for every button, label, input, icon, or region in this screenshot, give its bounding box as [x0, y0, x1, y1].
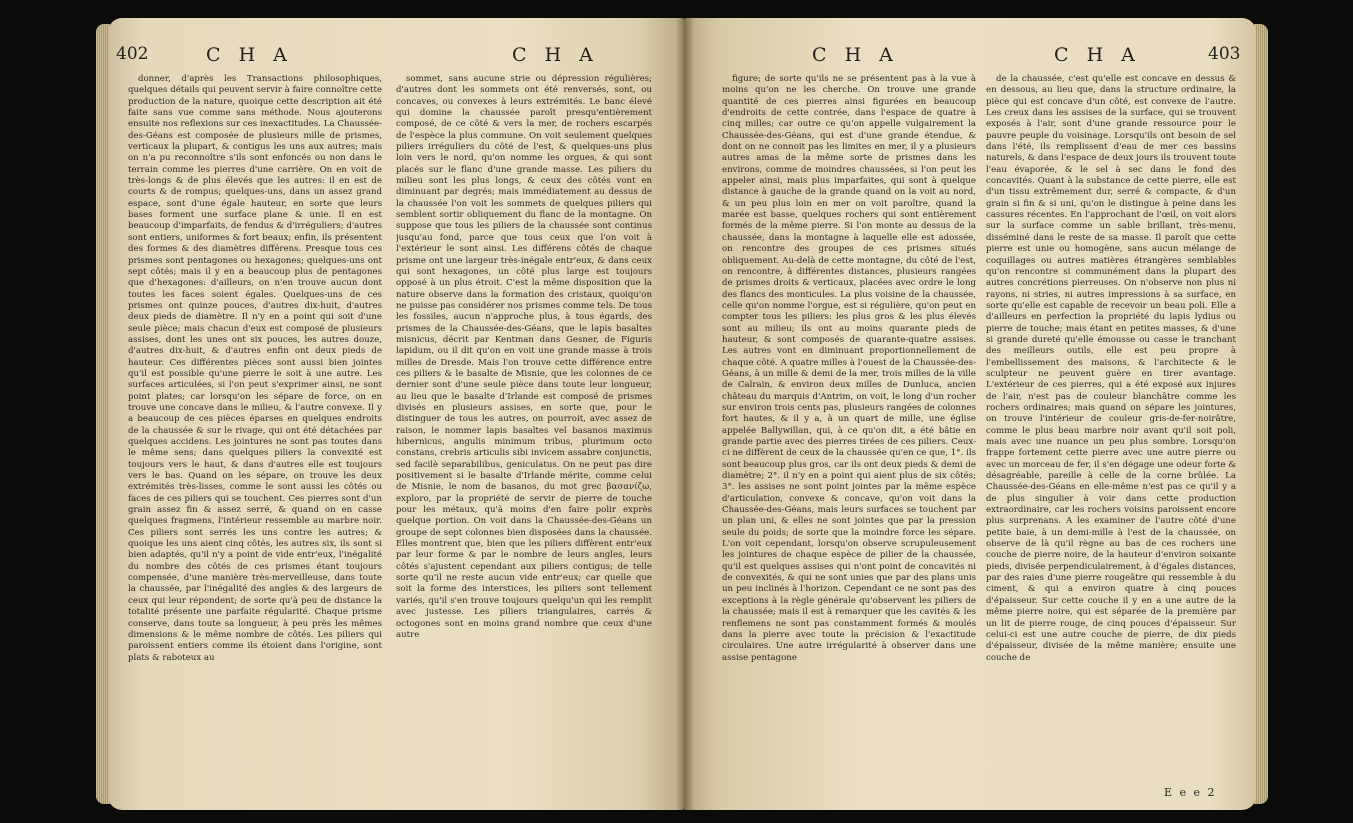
left-page-column-2 [396, 74, 652, 774]
left-page [108, 18, 684, 810]
right-page [684, 18, 1256, 810]
page-number-left: 402 [116, 44, 149, 64]
signature-mark: E e e 2 [1164, 786, 1217, 799]
body-text: donner, d'après les Transactions philosophiques, quelques détails qui peuvent servir à faire connoître cette production de la nature, quoique cette description ait été faite sans vue comme sans méthode. Nous ajouterons ensuite nos reflexions sur ces inexactitudes. La Chaussée-des-Géans est composée de plusieurs mille de prismes, verticaux la plupart, & contigus les uns aux autres; mais on n'a pu reconnoître s'ils sont enfoncés ou non dans le terrain comme les pierres d'une carrière. On en voit de très-longs & de plus élevés que les autres: il en est de courts & de rompus; quelques-uns, dans un assez grand espace, sont d'une égale hauteur, en sorte que leurs bases forment une surface plane & unie. Il en est beaucoup d'imparfaits, de fendus & d'irréguliers; d'autres sont entiers, uniformes & fort beaux; enfin, ils présentent des formes & des diamètres différens. Presque tous ces prismes sont pentagones ou hexagones; quelques-uns ont sept côtés; mais il y en a beaucoup plus de pentagones que d'hexagones: d'ailleurs, on n'en trouve aucun dont toutes les faces soient égales. Quelques-uns de ces prismes ont quinze pouces, d'autres dix-huit, d'autres deux pieds de diamètre. Il n'y en a point qui soit d'une seule pièce; mais chacun d'eux est composé de plusieurs assises, dont les unes ont six pouces, les autres douze, d'autres dix-huit, & d'autres enfin ont deux pieds de hauteur. Ces différentes pièces sont aussi bien jointes qu'il est possible qu'une pierre le soit à une autre. Les surfaces articulées, si l'on peut s'exprimer ainsi, ne sont point plates; car lorsqu'on les sépare de force, on en trouve une concave dans le milieu, & l'autre convexe. Il y a beaucoup de ces pièces éparses en quelques endroits de la chaussée & sur le rivage, qui ont été détachées par quelques accidens. Les jointures ne sont pas toutes dans le même sens; dans quelques piliers la convexité est toujours vers le haut, & dans d'autres elle est toujours vers le bas. Quand on les sépare, on trouve les deux extrémités très-lisses, comme le sont aussi les côtés ou faces de ces piliers qui se touchent. Ces pierres sont d'un grain assez fin & assez serré, & quand on en casse quelques fragmens, l'intérieur ressemble au marbre noir. Ces piliers sont serrés les uns contre les autres; & quoique les uns aient cinq côtés, les autres six, ils sont si bien adaptés, qu'il n'y a point de vide entr'eux, l'inégalité du nombre des côtés de ces prismes étant toujours compensée, d'une manière très-merveilleuse, dans toute la chaussée, par l'inégalité des angles & des largeurs de ceux qui leur répondent; de sorte qu'à peu de distance la totalité présente une parfaite régularité. Chaque prisme conserve, dans toute sa longueur, à peu près les mêmes dimensions & le même nombre de côtés. Les piliers qui paroissent entiers comme ils étoient dans l'origine, sont plats & raboteux au [128, 74, 382, 663]
running-head-left-col1: C H A [206, 44, 293, 66]
body-text: figure; de sorte qu'ils ne se présentent pas à la vue à moins qu'on ne les cherche. On trouve une grande quantité de ces pierres ainsi figurées en beaucoup d'endroits de cette contrée, dans l'espace de quatre à cinq milles; car outre ce qu'on appelle vulgairement la Chaussée-des-Géans, qui est d'une grande étendue, & dont on ne connoit pas les limites en mer, il y a plusieurs autres amas de la même sorte de prismes dans les environs, comme de moindres chaussées, si l'on peut les appeler ainsi, mais plus imparfaites, qui sont à quelque distance à gauche de la grande quand on la voit au nord, & un peu plus loin en mer on voit paroître, quand la marée est basse, quelques rochers qui sont entièrement formés de la même pierre. Si l'on monte au dessus de la chaussée, dans la montagne à laquelle elle est adossée, on rencontre des groupes de ces prismes situés obliquement. Au-delà de cette montagne, du côté de l'est, on rencontre, à différentes distances, plusieurs rangées de prismes droits & verticaux, placées avec ordre le long des flancs des monticules. La plus voisine de la chaussée, celle qu'on nomme l'orgue, est si régulière, qu'on peut en compter tous les piliers: les plus gros & les plus élevés sont au milieu; ils ont au moins quarante pieds de hauteur, & sont composés de quarante-quatre assises. Les autres vont en diminuant proportionnellement de chaque côté. A quatre milles à l'ouest de la Chaussée-des-Géans, à un mille & demi de la mer, trois milles de la ville de Calrain, & environ deux milles de Dunluca, ancien château du marquis d'Antrim, on voit, le long d'un rocher sur environ trois cents pas, plusieurs rangées de colonnes fort hautes, & il y a, à un quart de mille, une église appelée Ballywillan, qui, à ce qu'on dit, a été bâtie en grande partie avec des pierres tirées de ces piliers. Ceux-ci ne diffèrent de ceux de la chaussée qu'en ce que, 1°. ils sont beaucoup plus gros, car ils ont deux pieds & demi de diamètre; 2°. il n'y en a point qui aient plus de six côtés; 3°. les assises ne sont point jointes par la même espèce d'articulation, convexe & concave, qu'on voit dans la Chaussée-des-Géans, mais leurs surfaces se touchent par un plan uni, & elles ne sont jointes que par la pression seule du poids; de sorte que la moindre force les sépare. L'on voit cependant, lorsqu'on observe scrupuleusement les jointures de chaque espèce de pilier de la chaussée, qu'il est quelques assises qui n'ont point de concavités ni de convexités, & qui ne sont unies que par des plans unis un peu inclinés à l'horizon. Cependant ce ne sont pas des exceptions à la règle générale qu'observent les piliers de la chaussée; mais il est à remarquer que les cavités & les renflemens ne sont pas constamment formés & moulés dans la pierre avec toute la précision & l'exactitude circulaires. Une autre irrégularité à observer dans une assise pentagone [722, 74, 976, 663]
body-text: sommet, sans aucune strie ou dépression régulières; d'autres dont les sommets ont été renversés, sont, ou concaves, ou convexes à leurs extrémités. Le banc élevé qui domine la chaussée paroît presqu'entièrement composé, de ce côté & vers la mer, de rochers escarpés de l'espèce la plus commune. On voit seulement quelques piliers irréguliers du côté de l'est, & quelques-uns plus loin vers le nord, qu'on nomme les orgues, & qui sont placés sur le flanc d'une grande masse. Les piliers du milieu sont les plus longs, & ceux des côtés vont en diminuant par degrés; mais immédiatement au dessus de la chaussée l'on voit les sommets de quelques piliers qui semblent sortir obliquement du flanc de la montagne. On suppose que tous les piliers de la chaussée sont continus jusqu'au fond, parce que tous ceux que l'on voit à l'extérieur le sont ainsi. Les différens côtés de chaque prisme ont une largeur très-inégale entr'eux, & dans ceux qui sont hexagones, un côté plus large est toujours opposé à un plus étroit. C'est la même disposition que la nature observe dans la formation des cristaux, quoiqu'on ne puisse pas considérer nos prismes comme tels. De tous les fossiles, aucun n'approche plus, à tous égards, des prismes de la Chaussée-des-Géans, que le lapis basaltes misnicus, décrit par Kentman dans Gesner, de Figuris lapidum, ou il dit qu'on en voit une grande masse à trois milles de Dresde. Mais l'on trouve cette différence entre ces piliers & le basalte de Misnie, que les colonnes de ce dernier sont d'une seule pièce dans toute leur longueur, au lieu que le basalte d'Irlande est composé de prismes divisés en plusieurs assises, en sorte que, pour le distinguer de tous les autres, on pourroit, avec assez de raison, le nommer lapis basaltes vel basanos maximus hibernicus, angulis minimum tribus, plurimum octo constans, crebris articulis sibi invicem assabre conjunctis, sed facilè separabilibus, geniculatus. On ne peut pas dire positivement si le basalte d'Irlande mérite, comme celui de Misnie, le nom de basanos, du mot grec βασανίζω, exploro, par la propriété de servir de pierre de touche pour les métaux, qu'à moins d'en faire polir exprès quelque portion. On voit dans la Chaussée-des-Géans un groupe de sept colonnes bien disposées dans la chaussée. Elles montrent que, bien que les piliers diffèrent entr'eux par leur forme & par le nombre de leurs angles, leurs côtés s'ajustent cependant aux piliers contigus; de telle sorte qu'il ne reste aucun vide entr'eux; car quelle que soit la forme des interstices, les piliers sont tellement variés, qu'il s'en trouve toujours quelqu'un qui les remplit avec justesse. Les piliers triangulaires, carrés & octogones sont en moins grand nombre que ceux d'une autre [396, 74, 652, 640]
page-number-right: 403 [1208, 44, 1241, 64]
right-page-column-2 [986, 74, 1236, 774]
left-page-column-1 [128, 74, 382, 774]
right-page-column-1 [722, 74, 976, 774]
right-page-edges [1254, 24, 1268, 804]
running-head-right-col1: C H A [812, 44, 899, 66]
book-gutter [676, 18, 694, 810]
body-text: de la chaussée, c'est qu'elle est concave en dessus & en dessous, au lieu que, dans la structure ordinaire, la pièce qui est concave d'un côté, est convexe de l'autre. Les creux dans les assises de la surface, qui se trouvent exposés à l'air, sont d'une grande ressource pour le pauvre peuple du voisinage. Lorsqu'ils ont besoin de sel dans l'été, ils remplissent d'eau de mer ces bassins naturels, & dans l'espace de deux jours ils trouvent toute l'eau évaporée, & le sel à sec dans le fond des concavités. Quant à la substance de cette pierre, elle est d'un tissu extrêmement dur, serré & compacte, & d'un grain si fin & si uni, qu'on le distingue à peine dans les cassures récentes. En l'approchant de l'œil, on voit alors sur la surface comme un sable brillant, très-menu, disséminé dans le reste de sa masse. Il paroît que cette pierre est unie ou homogène, sans aucun mélange de coquillages ou autres matières étrangères semblables qu'on rencontre si communément dans la plupart des autres concrétions pierreuses. On n'observe non plus ni rayons, ni stries, ni autres impressions à sa surface, en sorte qu'elle est capable de recevoir un beau poli. Elle a d'ailleurs en perfection la propriété du lapis lydius ou pierre de touche; mais étant en petites masses, & d'une si grande dureté qu'elle émousse ou casse le tranchant des meilleurs outils, elle est peu propre à l'embellissement des maisons, & l'architecte & le sculpteur ne peuvent guère en tirer avantage. L'extérieur de ces pierres, qui a été exposé aux injures de l'air, n'est pas de couleur blanchâtre comme les rochers ordinaires; mais quand on sépare les jointures, on trouve l'intérieur de couleur gris-de-fer-noirâtre, comme le plus beau marbre noir avant qu'il soit poli, mais avec une nuance un peu plus sombre. Lorsqu'on frappe fortement cette pierre avec une autre pierre ou avec un morceau de fer, il s'en dégage une odeur forte & désagréable, pareille à celle de la corne brûlée. La Chaussée-des-Géans en elle-même n'est pas ce qu'il y a de plus singulier à voir dans cette production extraordinaire, car les rochers voisins paroissent encore plus surprenans. A les examiner de l'autre côté d'une petite baie, à un demi-mille à l'est de la chaussée, on observe de là qu'il règne au bas de ces rochers une couche de pierre noire, de la hauteur d'environ soixante pieds, divisée perpendiculairement, à d'égales distances, par des raies d'une pierre rougeâtre qui ressemble à du ciment, & qui a environ quatre à cinq pouces d'épaisseur. Sur cette couche il y en a une autre de la même pierre noire, qui est séparée de la première par un lit de pierre rouge, de cinq pouces d'épaisseur. Sur celui-ci est une autre couche de pierre, de dix pieds d'épaisseur, divisée de la même manière; ensuite une couche de [986, 74, 1236, 663]
running-head-left-col2: C H A [512, 44, 599, 66]
running-head-right-col2: C H A [1054, 44, 1141, 66]
